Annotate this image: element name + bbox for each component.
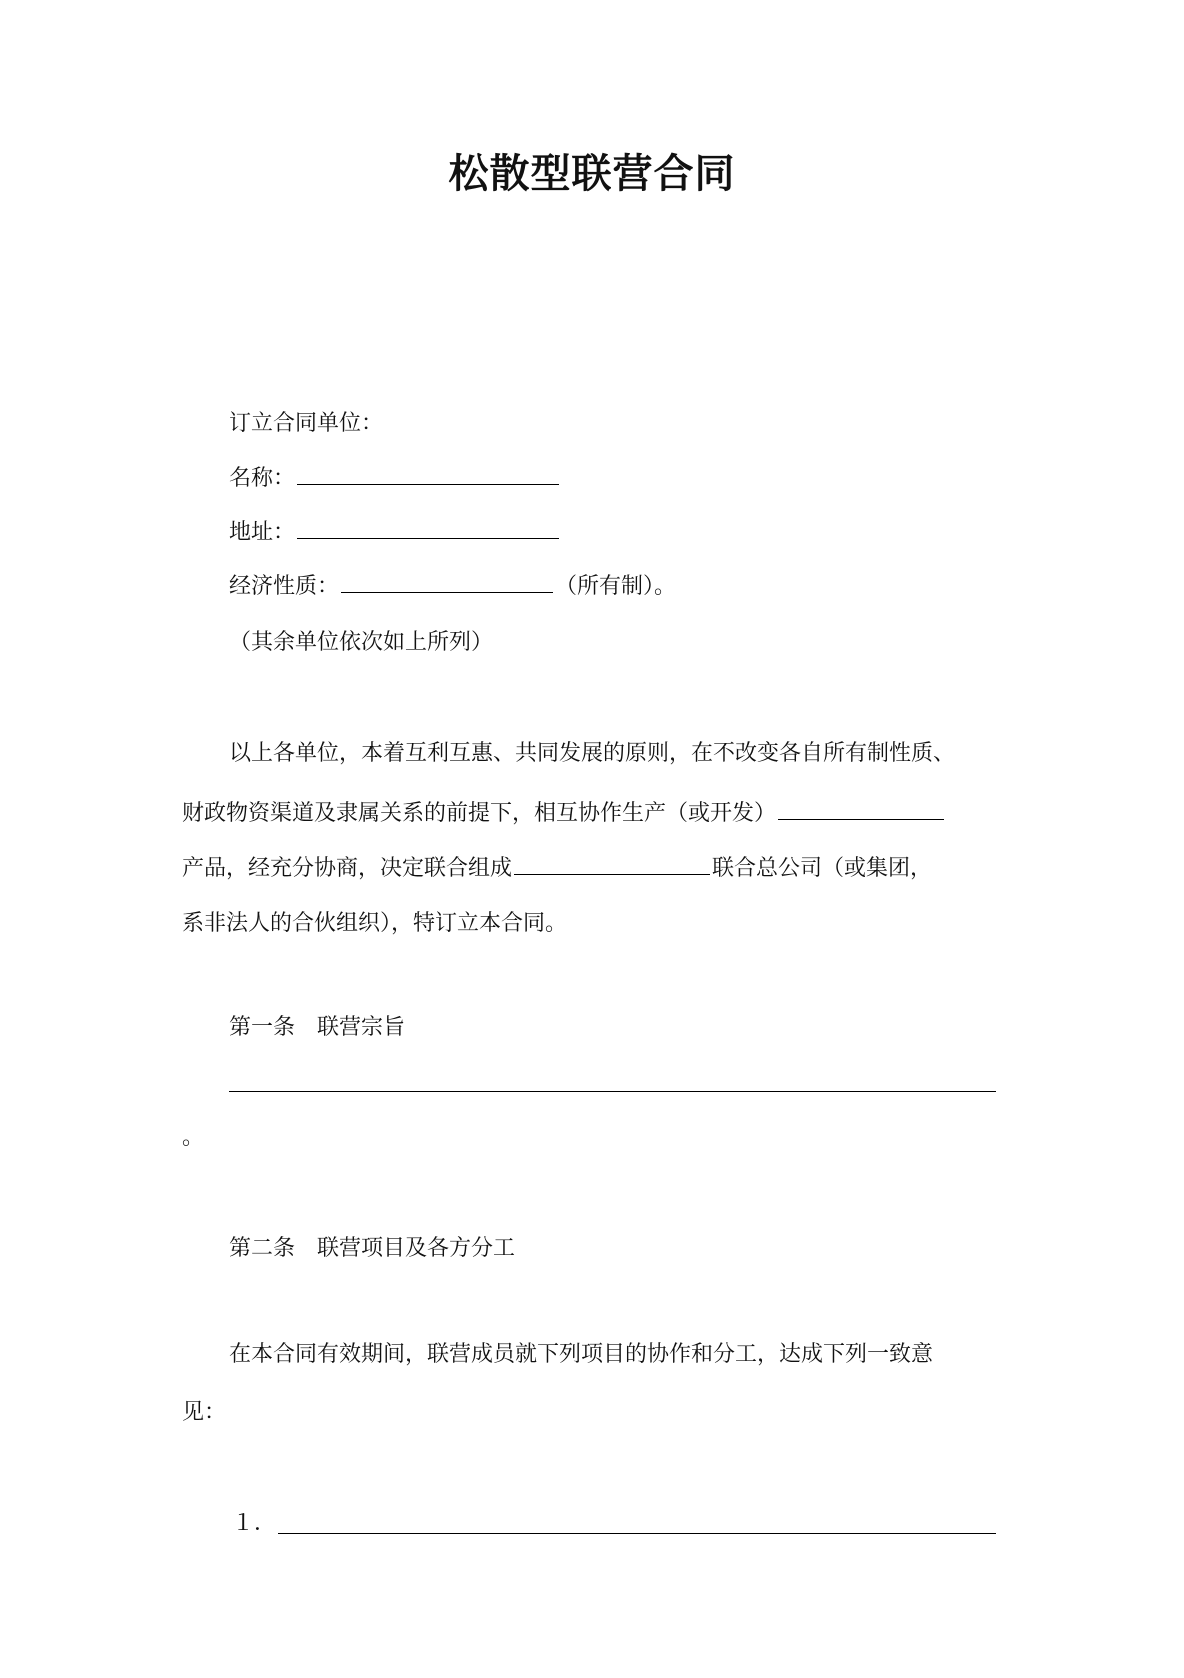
name-field[interactable] — [297, 462, 559, 485]
preamble-line-3-prefix: 产品，经充分协商，决定联合组成 — [182, 856, 513, 881]
company-name-field[interactable] — [514, 852, 710, 875]
page-title: 松散型联营合同 — [448, 151, 736, 197]
article-1-end-mark: 。 — [182, 1125, 205, 1150]
name-label: 名称： — [229, 466, 296, 491]
nature-suffix: （所有制）。 — [555, 574, 677, 599]
preamble-line-4: 系非法人的合伙组织），特订立本合同。 — [182, 911, 568, 936]
preamble-line-3-suffix: 联合总公司（或集团， — [712, 856, 933, 881]
article-2-heading: 第二条 联营项目及各方分工 — [229, 1236, 516, 1261]
article-1-heading: 第一条 联营宗旨 — [229, 1015, 406, 1040]
nature-field[interactable] — [341, 570, 553, 593]
address-row — [229, 516, 561, 549]
address-field[interactable] — [297, 516, 559, 539]
nature-label: 经济性质： — [229, 574, 340, 599]
product-field[interactable] — [778, 797, 944, 820]
item-1-blank-line[interactable] — [278, 1533, 996, 1534]
parties-heading: 订立合同单位： — [229, 411, 384, 436]
preamble-line-2-text: 财政物资渠道及隶属关系的前提下，相互协作生产（或开发） — [182, 801, 777, 826]
article-1-blank-line[interactable] — [229, 1091, 996, 1092]
item-1-label: １． — [232, 1511, 277, 1536]
article-2-intro-line-2: 见： — [182, 1400, 227, 1425]
article-2-intro-line-1: 在本合同有效期间，联营成员就下列项目的协作和分工，达成下列一致意 — [229, 1342, 934, 1367]
preamble-line-3 — [182, 852, 932, 885]
preamble-line-1: 以上各单位，本着互利互惠、共同发展的原则，在不改变各自所有制性质、 — [229, 741, 956, 766]
preamble-line-2 — [182, 797, 946, 830]
parties-note: （其余单位依次如上所列） — [229, 630, 494, 655]
name-row — [229, 462, 561, 495]
address-label: 地址： — [229, 520, 296, 545]
nature-row — [229, 570, 676, 603]
